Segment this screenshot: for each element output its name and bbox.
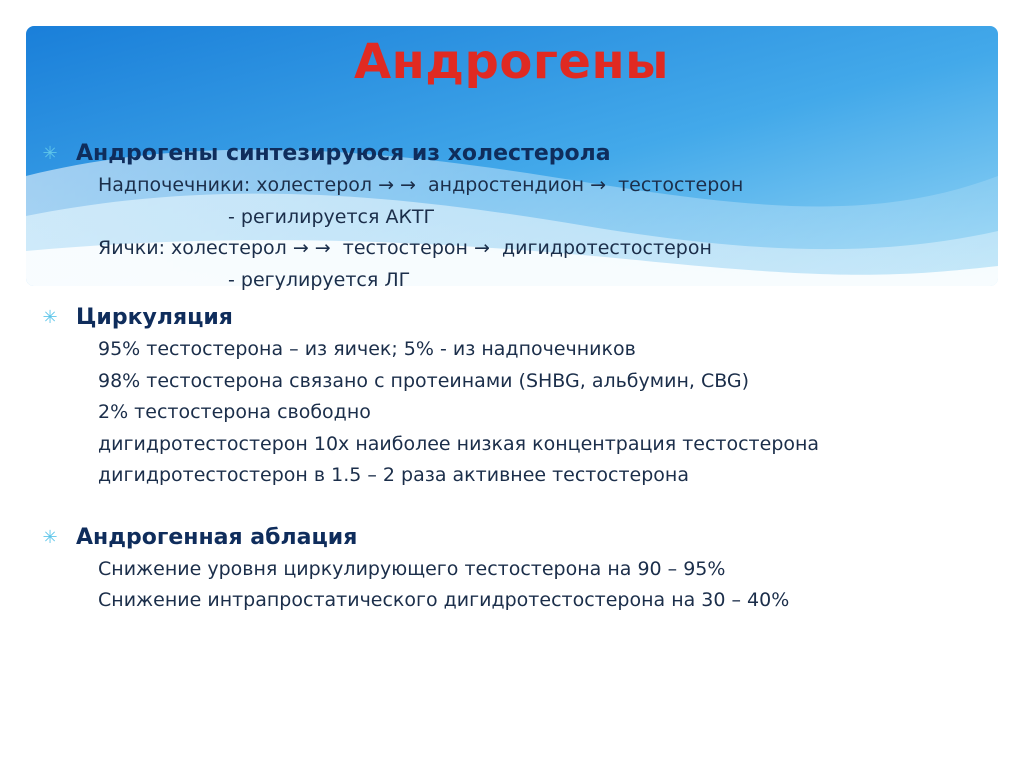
line-ablation-dht: Снижение интрапростатического дигидротестостерона на 30 – 40% — [98, 589, 790, 611]
line-testes-regulation: - регулируется ЛГ — [228, 268, 411, 291]
bullet-heading-circulation — [40, 302, 980, 334]
asterisk-icon: ✳ — [42, 307, 58, 328]
heading-text: Циркуляция — [76, 305, 233, 330]
line-dht-concentration: дигидротестостерон 10х наиболее низкая концентрация тестостерона — [98, 432, 820, 455]
line-ablation-testosterone: Снижение уровня циркулирующего тестостерона на 90 – 95% — [98, 557, 726, 580]
slide-title: Андрогены — [353, 34, 670, 90]
bullet-heading-synthesis — [40, 138, 980, 170]
line-adrenal-regulation: - регилируется АКТГ — [228, 205, 436, 228]
line-circulation-source: 95% тестостерона – из яичек; 5% - из надпочечников — [98, 338, 636, 360]
heading-text: Андрогены синтезируюся из холестерола — [76, 141, 611, 166]
asterisk-icon: ✳ — [42, 526, 58, 548]
line-dht-activity: дигидротестостерон в 1.5 – 2 раза активнее тестостерона — [98, 464, 689, 486]
line-adrenal-pathway: Надпочечники: холестерол → → андростендион → тестостерон — [98, 174, 744, 196]
asterisk-icon: ✳ — [42, 143, 58, 164]
line-circulation-free: 2% тестостерона свободно — [98, 401, 371, 423]
slide-content — [40, 138, 980, 617]
heading-text: Андрогенная аблация — [76, 524, 358, 550]
line-circulation-bound: 98% тестостерона связано с протеинами (SHBG, альбумин, CBG) — [98, 369, 750, 392]
bullet-heading-ablation — [40, 522, 980, 554]
line-testes-pathway: Яички: холестерол → → тестостерон → дигидротестостерон — [98, 237, 712, 259]
